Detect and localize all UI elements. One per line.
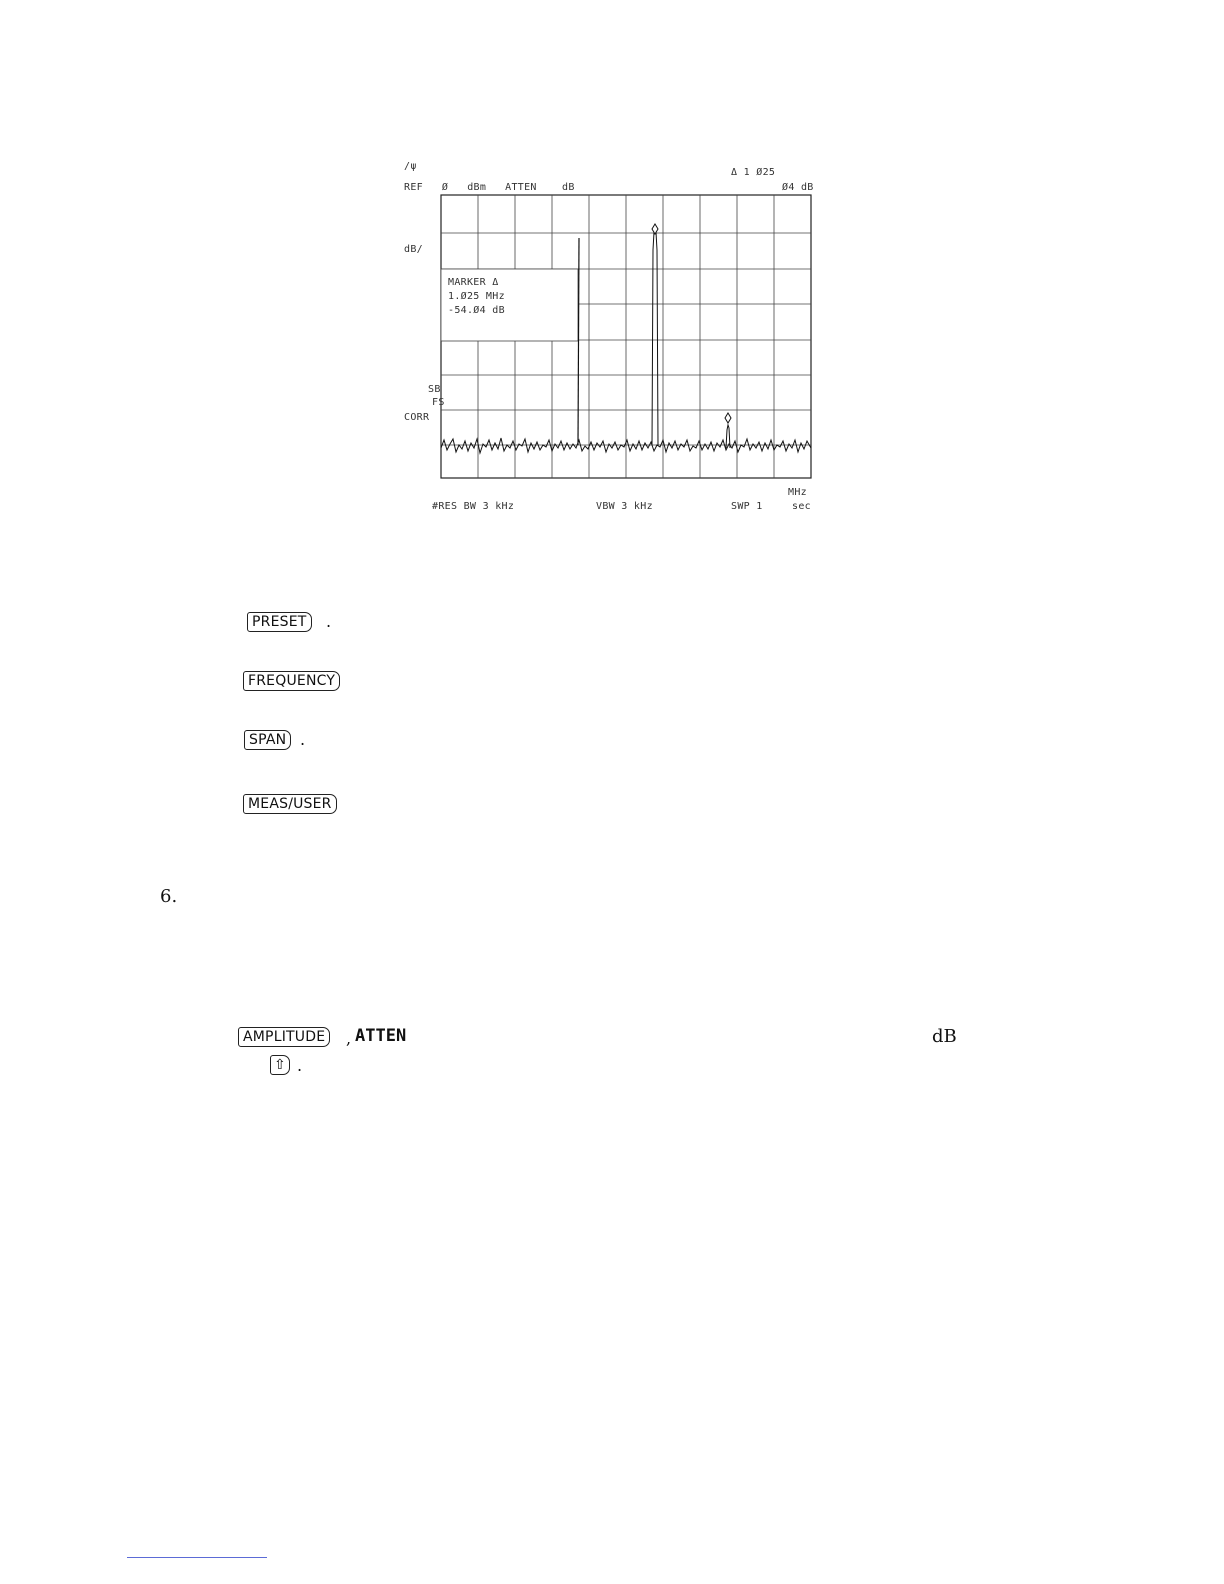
delta-marker-diamond	[725, 413, 731, 423]
preset-key: PRESET	[247, 612, 312, 632]
meas-user-key: MEAS/USER	[243, 794, 337, 814]
frequency-unit-label: MHz	[788, 487, 807, 498]
corr-label: CORR	[404, 412, 430, 423]
analyzer-logo: /ψ	[404, 161, 417, 172]
preset-period: .	[326, 612, 332, 631]
sweep-unit-label: sec	[792, 501, 811, 512]
span-key: SPAN	[244, 730, 291, 750]
fs-label: FS	[432, 397, 445, 408]
amplitude-comma: ,	[346, 1029, 352, 1048]
main-signal-peak	[652, 228, 658, 445]
frequency-key: FREQUENCY	[243, 671, 340, 691]
delta-marker-readout: Δ 1 Ø25	[731, 167, 776, 178]
analyzer-screen	[390, 160, 830, 515]
span-period: .	[300, 730, 306, 749]
db-unit-text: dB	[932, 1026, 957, 1047]
up-arrow-key: ⇧	[270, 1055, 290, 1075]
resolution-bandwidth-readout: #RES BW 3 kHz	[432, 501, 515, 512]
analyzer-graticule	[390, 160, 830, 515]
step-number: 6.	[160, 886, 178, 907]
small-sideband-peak	[726, 425, 730, 448]
amplitude-key: AMPLITUDE	[238, 1027, 330, 1047]
delta-db-readout: Ø4 dB	[782, 182, 814, 193]
video-bandwidth-readout: VBW 3 kHz	[596, 501, 653, 512]
footnote-rule	[127, 1557, 267, 1558]
marker-box-line1: MARKER Δ	[448, 277, 499, 288]
sb-label: SB	[428, 384, 441, 395]
atten-softkey: ATTEN	[355, 1026, 407, 1046]
sweep-time-readout: SWP 1	[731, 501, 763, 512]
up-arrow-period: .	[297, 1056, 303, 1075]
marker-box-line3: -54.Ø4 dB	[448, 305, 505, 316]
marker-box-line2: 1.Ø25 MHz	[448, 291, 505, 302]
reference-marker-diamond	[652, 224, 658, 234]
reference-level-readout: REF Ø dBm ATTEN dB	[404, 182, 575, 193]
scale-label: dB/	[404, 244, 423, 255]
